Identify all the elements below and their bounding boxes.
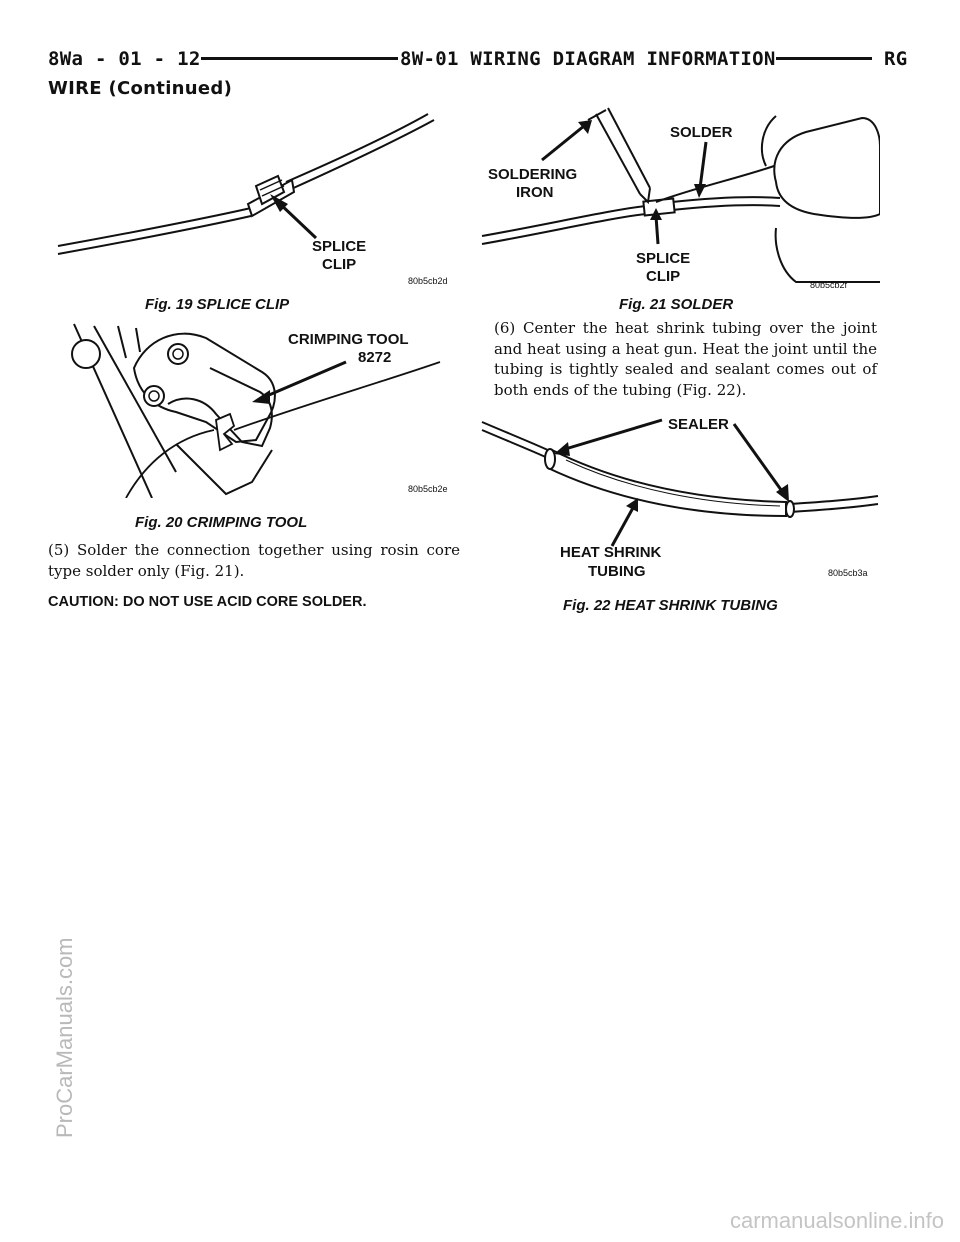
figure-heat-shrink-tubing [480,412,880,586]
step-5-text: (5) Solder the connection together using rosin core type solder only (Fig. 21). [48,541,460,580]
figure-splice-clip [56,112,456,290]
label-soldering: SOLDERING [488,166,578,183]
heat-shrink-illustration [480,412,880,586]
caution-text: CAUTION: DO NOT USE ACID CORE SOLDER. [48,594,367,610]
label-clip: CLIP [646,268,681,285]
solder-illustration [480,106,880,290]
figure-caption: Fig. 21 SOLDER [619,296,734,313]
label-tubing: TUBING [588,563,646,580]
label-solder: SOLDER [670,124,733,141]
bottom-watermark: carmanualsonline.info [729,1208,944,1233]
label-iron: IRON [516,184,554,201]
figure-caption: Fig. 19 SPLICE CLIP [145,296,290,313]
splice-clip-illustration [56,112,456,290]
ref-code: 80b5cb2f [810,280,848,290]
label-crimping-tool: CRIMPING TOOL [288,331,409,348]
vehicle-code: RG [884,48,908,70]
ref-code: 80b5cb2d [408,276,448,286]
page-number: 8Wa - 01 - 12 [48,48,201,70]
figure-crimping-tool [56,322,456,498]
label-splice: SPLICE [636,250,691,267]
label-clip: CLIP [322,256,357,273]
figure-caption: Fig. 20 CRIMPING TOOL [135,514,308,531]
figure-solder [480,106,880,290]
label-splice: SPLICE [312,238,367,255]
chapter-title: 8W-01 WIRING DIAGRAM INFORMATION [400,48,776,70]
label-sealer: SEALER [668,416,729,433]
page-header [48,46,928,76]
ref-code: 80b5cb2e [408,484,448,494]
figure-caption: Fig. 22 HEAT SHRINK TUBING [563,597,778,614]
step-6-text: (6) Center the heat shrink tubing over the joint and heat using a heat gun. Heat the joint until the tubing is tightly sealed and sealant comes out of both ends of the tubing (Fig. 22). [494,319,877,399]
ref-code: 80b5cb3a [828,568,868,578]
crimping-tool-illustration [56,322,456,498]
label-tool-number: 8272 [358,349,392,366]
header-rule-left [198,57,398,60]
section-title: WIRE (Continued) [48,78,233,99]
vertical-watermark: ProCarManuals.com [52,937,77,1138]
label-heat-shrink: HEAT SHRINK [560,544,662,561]
